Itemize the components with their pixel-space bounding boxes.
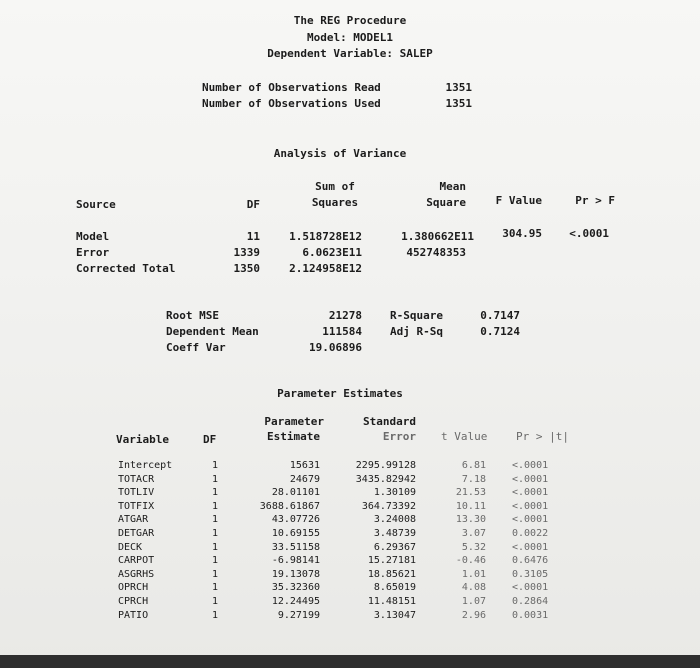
param-estimate: 12.24495 (271, 596, 320, 607)
param-p-value: 0.2864 (512, 596, 549, 607)
anova-header-ms-bottom: Square (426, 196, 466, 209)
anova-row-ss: 1.518728E12 (289, 230, 362, 243)
param-df: 1 (211, 582, 218, 594)
param-df: 1 (211, 460, 218, 471)
anova-title: Analysis of Variance (273, 147, 407, 160)
param-std-error: 8.65019 (373, 582, 416, 594)
param-estimate: 35.32360 (271, 582, 320, 594)
param-t-value: 10.11 (455, 500, 486, 512)
obs-read-label: Number of Observations Read (202, 81, 381, 94)
param-std-error: 15.27181 (367, 555, 416, 567)
param-p-value: 0.3105 (512, 568, 549, 580)
param-p-value: 0.6476 (512, 555, 549, 567)
anova-row-ss: 6.0623E11 (302, 246, 362, 259)
fit-value: 19.06896 (309, 341, 362, 354)
param-df: 1 (211, 528, 218, 539)
param-t-value: 5.32 (461, 541, 486, 553)
param-df: 1 (211, 555, 218, 567)
param-df: 1 (211, 514, 218, 526)
param-p-value: <.0001 (512, 460, 549, 471)
fit-label: Coeff Var (166, 341, 226, 354)
param-p-value: <.0001 (512, 473, 549, 485)
param-p-value: <.0001 (512, 541, 549, 553)
param-p-value: <.0001 (512, 500, 549, 512)
param-std-error: 3.48739 (373, 528, 416, 539)
dependent-variable-title: Dependent Variable: SALEP (267, 47, 433, 60)
anova-header-ss-top: Sum of (315, 180, 355, 193)
anova-header-df: DF (246, 198, 260, 211)
param-df: 1 (211, 609, 218, 621)
photo-bottom-edge (0, 655, 700, 668)
obs-used-label: Number of Observations Used (202, 97, 381, 110)
param-df: 1 (211, 473, 218, 485)
anova-row-ms: 1.380662E11 (401, 230, 474, 243)
params-header-tvalue: t Value (441, 430, 488, 443)
param-estimate: 24679 (289, 473, 320, 485)
param-variable: TOTLIV (118, 487, 155, 499)
param-variable: PATIO (118, 609, 149, 621)
obs-used-value: 1351 (445, 97, 472, 110)
param-p-value: 0.0022 (512, 528, 549, 539)
anova-row-df: 11 (246, 230, 260, 243)
param-t-value: 1.07 (461, 596, 486, 607)
param-estimate: 10.69155 (271, 528, 320, 539)
param-std-error: 1.30109 (373, 487, 416, 499)
params-header-estimate-top: Parameter (264, 415, 324, 428)
fit-value: 111584 (322, 325, 362, 338)
anova-row-df: 1350 (233, 262, 260, 275)
param-df: 1 (211, 596, 218, 607)
fit-label: Root MSE (166, 309, 219, 322)
param-std-error: 18.85621 (367, 568, 416, 580)
param-t-value: 3.07 (461, 528, 486, 539)
param-t-value: 21.53 (455, 487, 486, 499)
anova-header-prf: Pr > F (575, 194, 615, 207)
anova-row-ss: 2.124958E12 (289, 262, 362, 275)
param-t-value: 7.18 (461, 473, 486, 485)
param-std-error: 364.73392 (361, 500, 416, 512)
anova-row-df: 1339 (233, 246, 260, 259)
param-variable: CARPOT (118, 555, 155, 567)
param-estimate: 28.01101 (271, 487, 320, 499)
param-variable: ASGRHS (118, 568, 155, 580)
param-p-value: <.0001 (512, 514, 549, 526)
obs-read-value: 1351 (445, 81, 472, 94)
fit-value: 0.7124 (480, 325, 520, 338)
param-estimate: 43.07726 (271, 514, 320, 526)
param-t-value: 13.30 (455, 514, 486, 526)
param-std-error: 3.13047 (373, 609, 416, 621)
param-variable: Intercept (118, 460, 173, 471)
param-t-value: 6.81 (461, 460, 486, 471)
param-estimate: 9.27199 (277, 609, 320, 621)
params-header-se-bottom: Error (382, 430, 416, 443)
fit-value: 0.7147 (480, 309, 520, 322)
params-header-variable: Variable (116, 433, 169, 446)
param-std-error: 6.29367 (373, 541, 416, 553)
param-t-value: -0.46 (455, 555, 486, 567)
param-p-value: <.0001 (512, 582, 549, 594)
fit-label: R-Square (390, 309, 443, 322)
anova-row-pvalue: <.0001 (569, 227, 609, 240)
anova-header-ss-bottom: Squares (311, 196, 359, 209)
param-std-error: 11.48151 (367, 596, 416, 607)
param-variable: CPRCH (118, 596, 149, 607)
params-header-pvalue: Pr > |t| (516, 430, 569, 443)
param-variable: ATGAR (118, 514, 149, 526)
param-df: 1 (211, 541, 218, 553)
param-estimate: 33.51158 (271, 541, 320, 553)
fit-value: 21278 (328, 309, 362, 322)
procedure-title: The REG Procedure (293, 14, 407, 27)
param-variable: OPRCH (118, 582, 149, 594)
params-header-df: DF (203, 433, 217, 446)
param-t-value: 4.08 (461, 582, 486, 594)
fit-label: Adj R-Sq (390, 325, 443, 338)
anova-row-source: Error (76, 246, 110, 259)
param-df: 1 (211, 487, 218, 499)
param-p-value: <.0001 (512, 487, 549, 499)
param-t-value: 1.01 (461, 568, 486, 580)
param-t-value: 2.96 (461, 609, 486, 621)
param-std-error: 3435.82942 (355, 473, 416, 485)
anova-row-source: Corrected Total (76, 262, 176, 275)
param-variable: DECK (118, 541, 143, 553)
param-estimate: 19.13078 (271, 568, 320, 580)
anova-row-source: Model (76, 230, 110, 243)
anova-header-fvalue: F Value (495, 194, 542, 207)
param-estimate: -6.98141 (271, 555, 320, 567)
anova-row-ms: 452748353 (406, 246, 466, 259)
fit-label: Dependent Mean (166, 325, 259, 338)
param-variable: TOTACR (118, 473, 155, 485)
param-p-value: 0.0031 (512, 609, 549, 621)
model-title: Model: MODEL1 (306, 31, 394, 44)
param-std-error: 3.24008 (373, 514, 416, 526)
params-header-estimate-bottom: Estimate (267, 430, 320, 443)
param-estimate: 3688.61867 (259, 500, 320, 512)
param-estimate: 15631 (289, 460, 320, 471)
param-df: 1 (211, 500, 218, 512)
params-header-se-top: Standard (363, 415, 416, 428)
param-df: 1 (211, 568, 218, 580)
anova-header-ms-top: Mean (439, 180, 466, 193)
param-variable: DETGAR (118, 528, 155, 539)
param-variable: TOTFIX (118, 500, 155, 512)
param-std-error: 2295.99128 (355, 460, 416, 471)
params-title: Parameter Estimates (277, 387, 403, 400)
anova-header-source: Source (76, 198, 116, 211)
anova-row-fvalue: 304.95 (502, 227, 542, 240)
